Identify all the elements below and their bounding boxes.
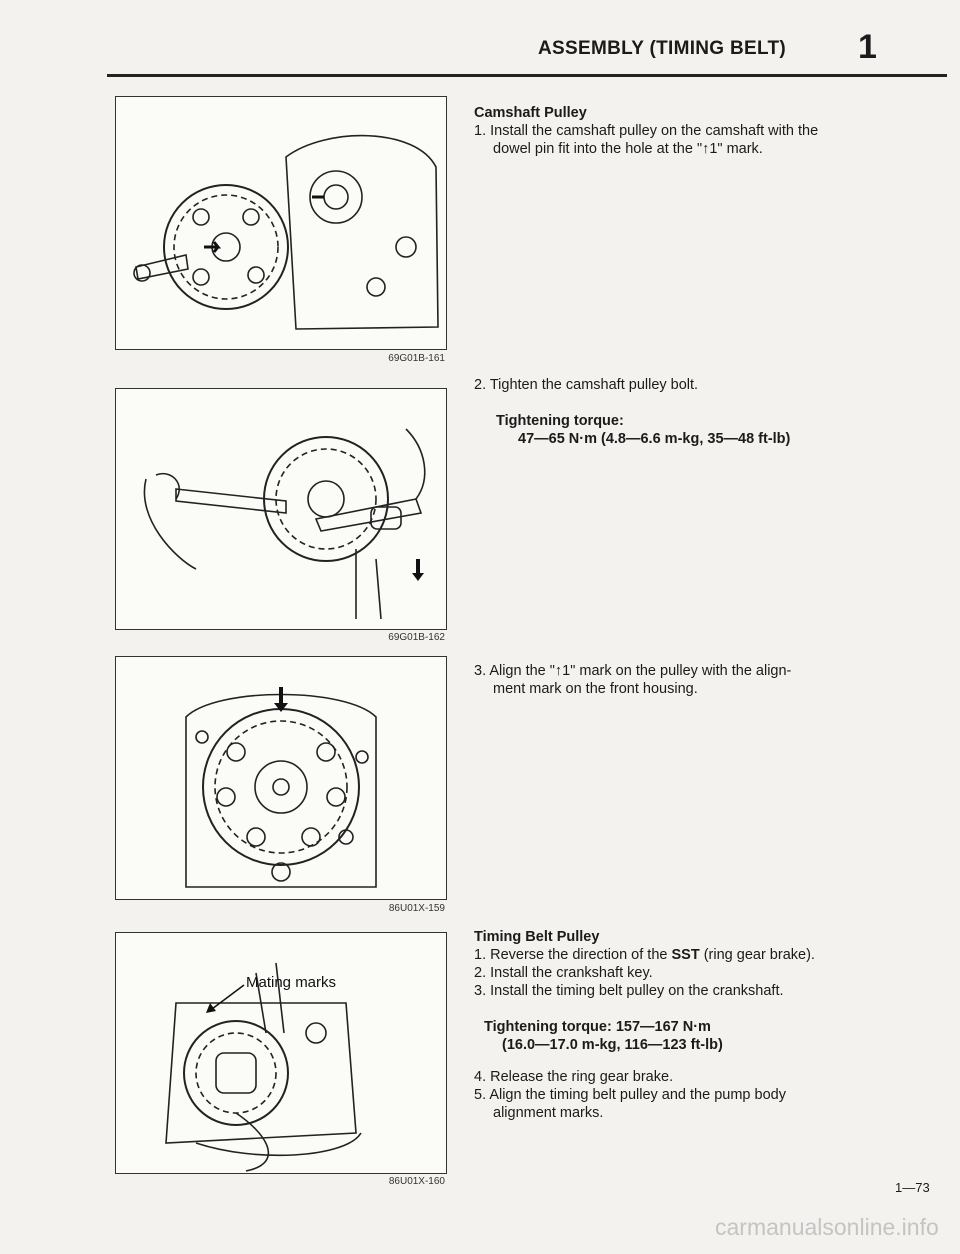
- figure-camshaft-pulley-install: [115, 96, 447, 350]
- section-heading: Timing Belt Pulley: [474, 929, 600, 945]
- watermark: carmanualsonline.info: [715, 1214, 939, 1240]
- tighten-bolt-section: [474, 376, 894, 448]
- header-title: ASSEMBLY (TIMING BELT): [538, 38, 786, 59]
- instruction-step: 5. Align the timing belt pulley and the pump body: [474, 1087, 786, 1103]
- figure-caption: 86U01X-159: [388, 903, 445, 914]
- camshaft-pulley-section: [474, 104, 894, 158]
- page-header: [538, 30, 948, 74]
- illustration-camshaft-pulley: [116, 97, 446, 349]
- torque-value: 47—65 N·m (4.8—6.6 m-kg, 35—48 ft-lb): [518, 431, 791, 447]
- mating-marks-label: Mating marks: [246, 974, 337, 991]
- instruction-step-continued: alignment marks.: [493, 1105, 604, 1121]
- instruction-step: 4. Release the ring gear brake.: [474, 1069, 674, 1085]
- instruction-step: 1. Reverse the direction of the SST (ring gear brake).: [474, 947, 815, 963]
- figure-caption: 69G01B-162: [388, 632, 445, 643]
- section-number: 1: [858, 28, 877, 66]
- illustration-tighten-bolt: [116, 389, 446, 629]
- timing-belt-pulley-section: [474, 928, 894, 1122]
- torque-label: Tightening torque:: [496, 413, 624, 429]
- figure-align-mark: [115, 656, 447, 900]
- figure-mating-marks: [115, 932, 447, 1174]
- instruction-step: 1. Install the camshaft pulley on the camshaft with the: [474, 123, 819, 139]
- instruction-step: 2. Tighten the camshaft pulley bolt.: [474, 377, 699, 393]
- sst-term: SST: [671, 947, 700, 963]
- page-number: 1—73: [895, 1180, 930, 1195]
- align-mark-section: [474, 662, 894, 698]
- torque-label: Tightening torque: 157—167 N·m: [484, 1019, 711, 1035]
- figure-tighten-bolt: [115, 388, 447, 630]
- illustration-mating-marks: [116, 933, 446, 1173]
- figure-caption: 86U01X-160: [388, 1176, 445, 1187]
- section-heading: Camshaft Pulley: [474, 105, 587, 121]
- instruction-step: 3. Install the timing belt pulley on the crankshaft.: [474, 983, 784, 999]
- instruction-step: 3. Align the "↑1" mark on the pulley with the align-: [474, 663, 792, 679]
- figure-caption: 69G01B-161: [388, 353, 445, 364]
- instruction-step-continued: ment mark on the front housing.: [493, 681, 698, 697]
- illustration-align-mark: [116, 657, 446, 899]
- instruction-step-continued: dowel pin fit into the hole at the "↑1" mark.: [493, 141, 763, 157]
- instruction-step: 2. Install the crankshaft key.: [474, 965, 653, 981]
- torque-value: (16.0—17.0 m-kg, 116—123 ft-lb): [502, 1037, 723, 1053]
- header-rule: [107, 74, 947, 77]
